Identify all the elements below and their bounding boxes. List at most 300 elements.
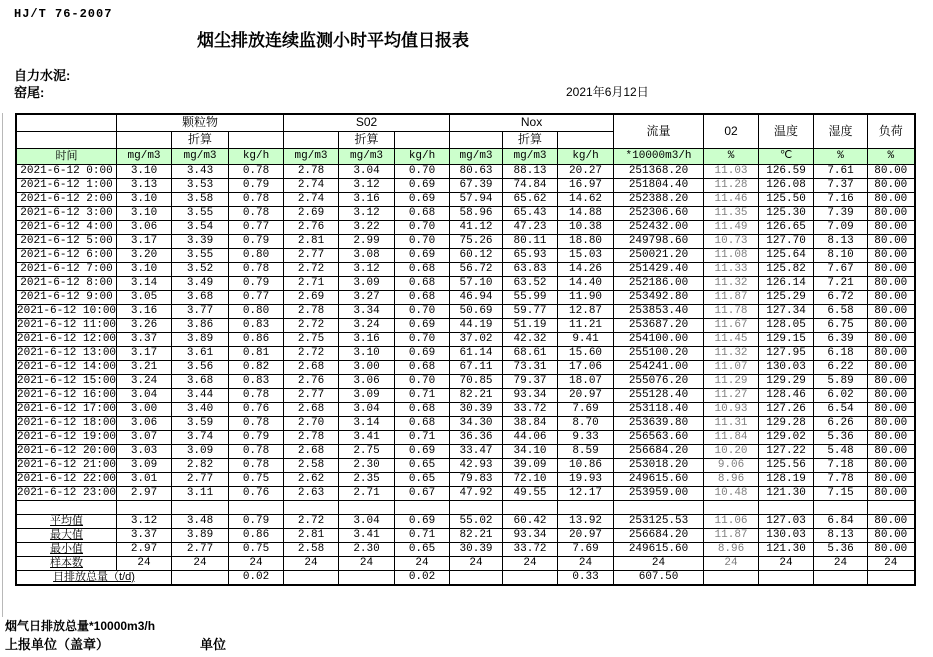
converted-header-so2: 折算 [339, 131, 395, 148]
table-cell: 0.68 [395, 360, 450, 374]
table-cell: 41.12 [450, 220, 503, 234]
table-cell: 10.73 [704, 234, 759, 248]
time-cell: 2021-6-12 2:00 [16, 192, 117, 206]
table-cell: 127.22 [759, 444, 814, 458]
table-cell: 11.32 [704, 276, 759, 290]
table-cell: 6.58 [814, 304, 868, 318]
table-cell: 2.72 [284, 262, 339, 276]
table-cell: 13.92 [558, 514, 614, 528]
blank-cell [172, 500, 229, 514]
company-name: 自力水泥: [14, 68, 71, 83]
table-cell: 0.79 [229, 234, 284, 248]
table-cell: 8.10 [814, 248, 868, 262]
table-cell: 249615.60 [614, 472, 704, 486]
table-cell: 3.48 [172, 514, 229, 528]
table-cell: 0.67 [395, 486, 450, 500]
table-cell: 0.77 [229, 220, 284, 234]
table-cell: 0.69 [395, 248, 450, 262]
table-cell: 80.00 [868, 402, 915, 416]
table-row [16, 318, 915, 332]
table-cell: 80.00 [868, 206, 915, 220]
table-cell: 14.88 [558, 206, 614, 220]
table-cell: 0.78 [229, 206, 284, 220]
table-cell: 38.84 [503, 416, 558, 430]
table-row [16, 262, 915, 276]
table-cell: 3.14 [339, 416, 395, 430]
table-cell: 3.05 [117, 290, 172, 304]
table-cell: 7.69 [558, 542, 614, 556]
humidity-header: 湿度 [814, 114, 868, 148]
table-cell: 253853.40 [614, 304, 704, 318]
table-cell: 2.77 [284, 248, 339, 262]
time-cell: 2021-6-12 23:00 [17, 486, 117, 499]
unit-header: mg/m3 [339, 148, 395, 164]
table-cell: 24 [172, 556, 229, 570]
table-cell: 8.70 [558, 416, 614, 430]
table-cell [450, 570, 503, 585]
converted-header-nox: 折算 [503, 131, 558, 148]
table-cell: 9.41 [558, 332, 614, 346]
table-cell: 80.00 [868, 332, 915, 346]
table-cell: 80.63 [450, 164, 503, 178]
table-cell: 2.70 [284, 416, 339, 430]
table-cell: 255100.20 [614, 346, 704, 360]
page-margin-line [2, 113, 3, 617]
table-cell: 24 [117, 556, 172, 570]
table-cell: 3.09 [339, 276, 395, 290]
table-cell: 3.16 [339, 332, 395, 346]
table-cell: 50.69 [450, 304, 503, 318]
temperature-header: 温度 [759, 114, 814, 148]
blank-cell [395, 500, 450, 514]
table-cell: 2.35 [339, 472, 395, 486]
table-cell: 249798.60 [614, 234, 704, 248]
time-header: 时间 [16, 148, 117, 164]
table-cell: 3.74 [172, 430, 229, 444]
blank-cell [759, 500, 814, 514]
table-cell: 80.00 [868, 430, 915, 444]
table-cell: 70.85 [450, 374, 503, 388]
flow-header: 流量 [614, 114, 704, 148]
table-cell: 128.05 [759, 318, 814, 332]
time-cell: 2021-6-12 5:00 [16, 234, 117, 248]
summary-label: 样本数 [16, 556, 117, 570]
table-cell: 39.09 [503, 458, 558, 472]
table-cell: 80.00 [868, 346, 915, 360]
table-cell: 3.12 [117, 514, 172, 528]
table-cell: 0.86 [229, 528, 284, 542]
table-cell: 15.60 [558, 346, 614, 360]
table-cell: 253687.20 [614, 318, 704, 332]
table-cell: 11.35 [704, 206, 759, 220]
blank-cell [614, 500, 704, 514]
table-cell: 3.37 [117, 528, 172, 542]
time-cell: 2021-6-12 4:00 [16, 220, 117, 234]
table-cell: 0.77 [229, 290, 284, 304]
o2-header: 02 [704, 114, 759, 148]
table-cell: 0.82 [229, 360, 284, 374]
table-cell: 20.27 [558, 164, 614, 178]
table-cell: 46.94 [450, 290, 503, 304]
table-cell: 0.68 [395, 276, 450, 290]
table-cell: 0.71 [395, 430, 450, 444]
table-cell: 10.38 [558, 220, 614, 234]
table-cell: 0.78 [229, 192, 284, 206]
table-cell: 3.04 [339, 402, 395, 416]
table-row [16, 360, 915, 374]
table-cell: 24 [450, 556, 503, 570]
table-cell: 255128.40 [614, 388, 704, 402]
table-cell: 255076.20 [614, 374, 704, 388]
table-cell: 0.68 [395, 416, 450, 430]
table-row [16, 388, 915, 402]
table-cell: 7.16 [814, 192, 868, 206]
table-cell: 2.30 [339, 542, 395, 556]
table-cell: 253639.80 [614, 416, 704, 430]
time-cell: 2021-6-12 13:00 [17, 346, 117, 359]
table-cell: 11.45 [704, 332, 759, 346]
table-cell: 2.76 [284, 220, 339, 234]
table-cell: 11.67 [704, 318, 759, 332]
table-cell: 2.78 [284, 430, 339, 444]
table-cell: 3.17 [117, 234, 172, 248]
table-cell: 7.67 [814, 262, 868, 276]
table-cell: 0.69 [395, 192, 450, 206]
time-cell: 2021-6-12 21:00 [17, 458, 117, 471]
table-cell: 2.74 [284, 178, 339, 192]
table-cell: 11.21 [558, 318, 614, 332]
table-cell: 37.02 [450, 332, 503, 346]
standard-code: HJ/T 76-2007 [14, 7, 113, 21]
time-cell: 2021-6-12 6:00 [16, 248, 117, 262]
table-cell: 33.72 [503, 402, 558, 416]
table-cell: 65.93 [503, 248, 558, 262]
table-cell: 11.87 [704, 290, 759, 304]
table-cell: 3.04 [339, 164, 395, 178]
table-cell: 9.33 [558, 430, 614, 444]
time-cell: 2021-6-12 11:00 [17, 318, 117, 331]
unit-header: % [868, 148, 915, 164]
table-cell: 0.65 [395, 542, 450, 556]
table-cell: 0.80 [229, 304, 284, 318]
table-cell: 7.18 [814, 458, 868, 472]
table-cell: 125.82 [759, 262, 814, 276]
summary-row [16, 528, 915, 542]
table-row [16, 178, 915, 192]
table-cell: 130.03 [759, 528, 814, 542]
table-cell: 0.78 [229, 262, 284, 276]
table-cell: 251804.40 [614, 178, 704, 192]
table-cell: 6.18 [814, 346, 868, 360]
table-cell: 82.21 [450, 388, 503, 402]
table-cell: 15.03 [558, 248, 614, 262]
page-title: 烟尘排放连续监测小时平均值日报表 [197, 31, 469, 50]
time-cell: 2021-6-12 7:00 [16, 262, 117, 276]
table-cell: 12.87 [558, 304, 614, 318]
table-cell: 57.10 [450, 276, 503, 290]
table-cell: 2.81 [284, 528, 339, 542]
blank-header-cell [450, 131, 503, 148]
table-cell: 11.84 [704, 430, 759, 444]
table-cell: 0.78 [229, 458, 284, 472]
table-cell: 2.68 [284, 360, 339, 374]
table-cell: 126.14 [759, 276, 814, 290]
table-cell: 34.10 [503, 444, 558, 458]
blank-cell [117, 500, 172, 514]
table-cell: 3.89 [172, 332, 229, 346]
table-cell: 3.12 [339, 206, 395, 220]
table-cell: 80.00 [868, 472, 915, 486]
table-cell: 51.19 [503, 318, 558, 332]
table-cell: 14.26 [558, 262, 614, 276]
table-cell: 3.43 [172, 164, 229, 178]
blank-cell [503, 500, 558, 514]
time-cell: 2021-6-12 10:00 [17, 304, 117, 317]
table-cell: 121.30 [759, 542, 814, 556]
table-row [16, 332, 915, 346]
table-cell: 3.59 [172, 416, 229, 430]
blank-header-cell [284, 131, 339, 148]
table-cell: 58.96 [450, 206, 503, 220]
table-cell: 5.36 [814, 430, 868, 444]
table-cell [172, 570, 229, 585]
table-cell: 2.58 [284, 542, 339, 556]
converted-header-particulate: 折算 [172, 131, 229, 148]
time-cell: 2021-6-12 3:00 [16, 206, 117, 220]
table-cell: 0.81 [229, 346, 284, 360]
table-cell: 60.42 [503, 514, 558, 528]
table-cell: 3.12 [339, 262, 395, 276]
table-cell: 3.09 [172, 444, 229, 458]
table-cell: 11.31 [704, 416, 759, 430]
table-cell: 7.21 [814, 276, 868, 290]
table-cell: 75.26 [450, 234, 503, 248]
table-row [16, 486, 915, 500]
table-cell: 12.17 [558, 486, 614, 500]
table-cell: 80.00 [868, 164, 915, 178]
table-cell: 0.02 [395, 570, 450, 585]
table-cell: 2.72 [284, 318, 339, 332]
table-row [16, 220, 915, 234]
table-cell: 0.83 [229, 374, 284, 388]
table-cell: 80.00 [868, 416, 915, 430]
table-cell: 6.84 [814, 514, 868, 528]
table-cell: 0.69 [395, 514, 450, 528]
table-cell: 3.17 [117, 346, 172, 360]
daily-total-row [16, 570, 915, 585]
table-cell: 60.12 [450, 248, 503, 262]
table-cell: 0.86 [229, 332, 284, 346]
table-cell: 129.02 [759, 430, 814, 444]
table-cell: 253959.00 [614, 486, 704, 500]
table-cell: 63.83 [503, 262, 558, 276]
table-cell [503, 570, 558, 585]
unit-header: mg/m3 [284, 148, 339, 164]
table-cell: 254241.00 [614, 360, 704, 374]
table-cell: 3.10 [339, 346, 395, 360]
table-cell: 250021.20 [614, 248, 704, 262]
table-row [16, 472, 915, 486]
table-cell: 252388.20 [614, 192, 704, 206]
spacer-row [16, 500, 915, 514]
table-cell: 93.34 [503, 528, 558, 542]
table-cell: 0.79 [229, 276, 284, 290]
table-cell: 3.27 [339, 290, 395, 304]
table-cell: 11.03 [704, 164, 759, 178]
unit-header: kg/h [229, 148, 284, 164]
table-cell: 6.02 [814, 388, 868, 402]
table-cell: 79.37 [503, 374, 558, 388]
table-row [16, 248, 915, 262]
table-cell: 80.00 [868, 178, 915, 192]
table-cell: 55.99 [503, 290, 558, 304]
table-cell: 3.34 [339, 304, 395, 318]
unit-header: % [704, 148, 759, 164]
table-cell: 0.79 [229, 514, 284, 528]
table-cell: 3.68 [172, 290, 229, 304]
table-cell: 24 [759, 556, 814, 570]
table-cell: 2.82 [172, 458, 229, 472]
table-cell: 129.28 [759, 416, 814, 430]
load-header: 负荷 [868, 114, 915, 148]
table-cell: 33.47 [450, 444, 503, 458]
table-cell: 0.75 [229, 542, 284, 556]
table-cell: 130.03 [759, 360, 814, 374]
group-header-so2: S02 [284, 114, 450, 131]
table-cell: 0.71 [395, 388, 450, 402]
table-cell: 36.36 [450, 430, 503, 444]
table-cell: 79.83 [450, 472, 503, 486]
table-cell: 3.16 [117, 304, 172, 318]
station-name: 窑尾: [14, 85, 45, 100]
table-cell: 3.13 [117, 178, 172, 192]
blank-cell [284, 500, 339, 514]
table-cell: 80.00 [868, 486, 915, 500]
table-cell: 80.00 [868, 220, 915, 234]
table-cell: 0.68 [395, 206, 450, 220]
table-cell: 3.11 [172, 486, 229, 500]
table-cell: 3.44 [172, 388, 229, 402]
table-cell: 128.19 [759, 472, 814, 486]
table-cell: 127.26 [759, 402, 814, 416]
table-cell: 0.78 [229, 444, 284, 458]
table-cell: 125.56 [759, 458, 814, 472]
table-cell: 10.93 [704, 402, 759, 416]
table-cell: 88.13 [503, 164, 558, 178]
table-cell: 607.50 [614, 570, 704, 585]
table-cell: 0.75 [229, 472, 284, 486]
table-cell: 42.32 [503, 332, 558, 346]
table-cell: 65.43 [503, 206, 558, 220]
table-cell: 3.86 [172, 318, 229, 332]
summary-row [16, 514, 915, 528]
table-cell: 126.08 [759, 178, 814, 192]
table-cell: 24 [395, 556, 450, 570]
time-cell: 2021-6-12 14:00 [17, 360, 117, 373]
table-cell: 44.19 [450, 318, 503, 332]
table-cell: 80.00 [868, 514, 915, 528]
table-cell: 3.52 [172, 262, 229, 276]
table-row [16, 206, 915, 220]
blank-header-cell [395, 131, 450, 148]
table-cell: 125.30 [759, 206, 814, 220]
table-cell: 0.76 [229, 486, 284, 500]
time-cell: 2021-6-12 20:00 [17, 444, 117, 457]
table-cell: 3.56 [172, 360, 229, 374]
table-cell: 252186.00 [614, 276, 704, 290]
table-cell: 3.61 [172, 346, 229, 360]
table-cell: 8.13 [814, 528, 868, 542]
table-cell: 17.06 [558, 360, 614, 374]
table-cell: 3.41 [339, 430, 395, 444]
unit-header: mg/m3 [172, 148, 229, 164]
table-cell: 24 [339, 556, 395, 570]
table-cell: 68.61 [503, 346, 558, 360]
table-cell: 6.54 [814, 402, 868, 416]
summary-label: 最大值 [16, 528, 117, 542]
table-cell: 2.77 [172, 472, 229, 486]
time-cell: 2021-6-12 0:00 [16, 164, 117, 178]
table-cell: 2.71 [339, 486, 395, 500]
table-cell: 80.00 [868, 458, 915, 472]
table-cell: 128.46 [759, 388, 814, 402]
table-cell: 0.76 [229, 402, 284, 416]
table-cell: 80.00 [868, 542, 915, 556]
table-cell: 253125.53 [614, 514, 704, 528]
table-cell: 80.00 [868, 262, 915, 276]
table-row [16, 374, 915, 388]
table-cell: 11.29 [704, 374, 759, 388]
table-cell: 121.30 [759, 486, 814, 500]
table-cell: 3.20 [117, 248, 172, 262]
table-cell: 3.55 [172, 206, 229, 220]
table-row [16, 164, 915, 178]
table-cell: 249615.60 [614, 542, 704, 556]
table-cell: 251429.40 [614, 262, 704, 276]
table-cell: 0.71 [395, 528, 450, 542]
table-cell: 18.07 [558, 374, 614, 388]
table-cell: 14.40 [558, 276, 614, 290]
table-cell: 256684.20 [614, 528, 704, 542]
table-cell: 0.33 [558, 570, 614, 585]
table-cell: 7.09 [814, 220, 868, 234]
blank-header-cell [558, 131, 614, 148]
table-cell: 2.68 [284, 402, 339, 416]
table-cell: 0.68 [395, 262, 450, 276]
table-cell: 7.69 [558, 402, 614, 416]
table-cell: 11.49 [704, 220, 759, 234]
table-cell: 251368.20 [614, 164, 704, 178]
blank-cell [704, 500, 759, 514]
table-cell: 2.76 [284, 374, 339, 388]
table-cell: 0.69 [395, 444, 450, 458]
table-cell: 3.37 [117, 332, 172, 346]
table-cell: 126.65 [759, 220, 814, 234]
table-cell: 8.96 [704, 472, 759, 486]
table-cell: 10.20 [704, 444, 759, 458]
table-cell: 6.26 [814, 416, 868, 430]
table-cell: 3.10 [117, 262, 172, 276]
table-cell: 11.46 [704, 192, 759, 206]
table-cell: 2.81 [284, 234, 339, 248]
table-cell: 3.53 [172, 178, 229, 192]
time-cell: 2021-6-12 17:00 [17, 402, 117, 415]
table-cell: 0.79 [229, 178, 284, 192]
table-cell: 2.78 [284, 304, 339, 318]
table-cell: 3.22 [339, 220, 395, 234]
table-cell: 5.89 [814, 374, 868, 388]
table-cell: 2.71 [284, 276, 339, 290]
